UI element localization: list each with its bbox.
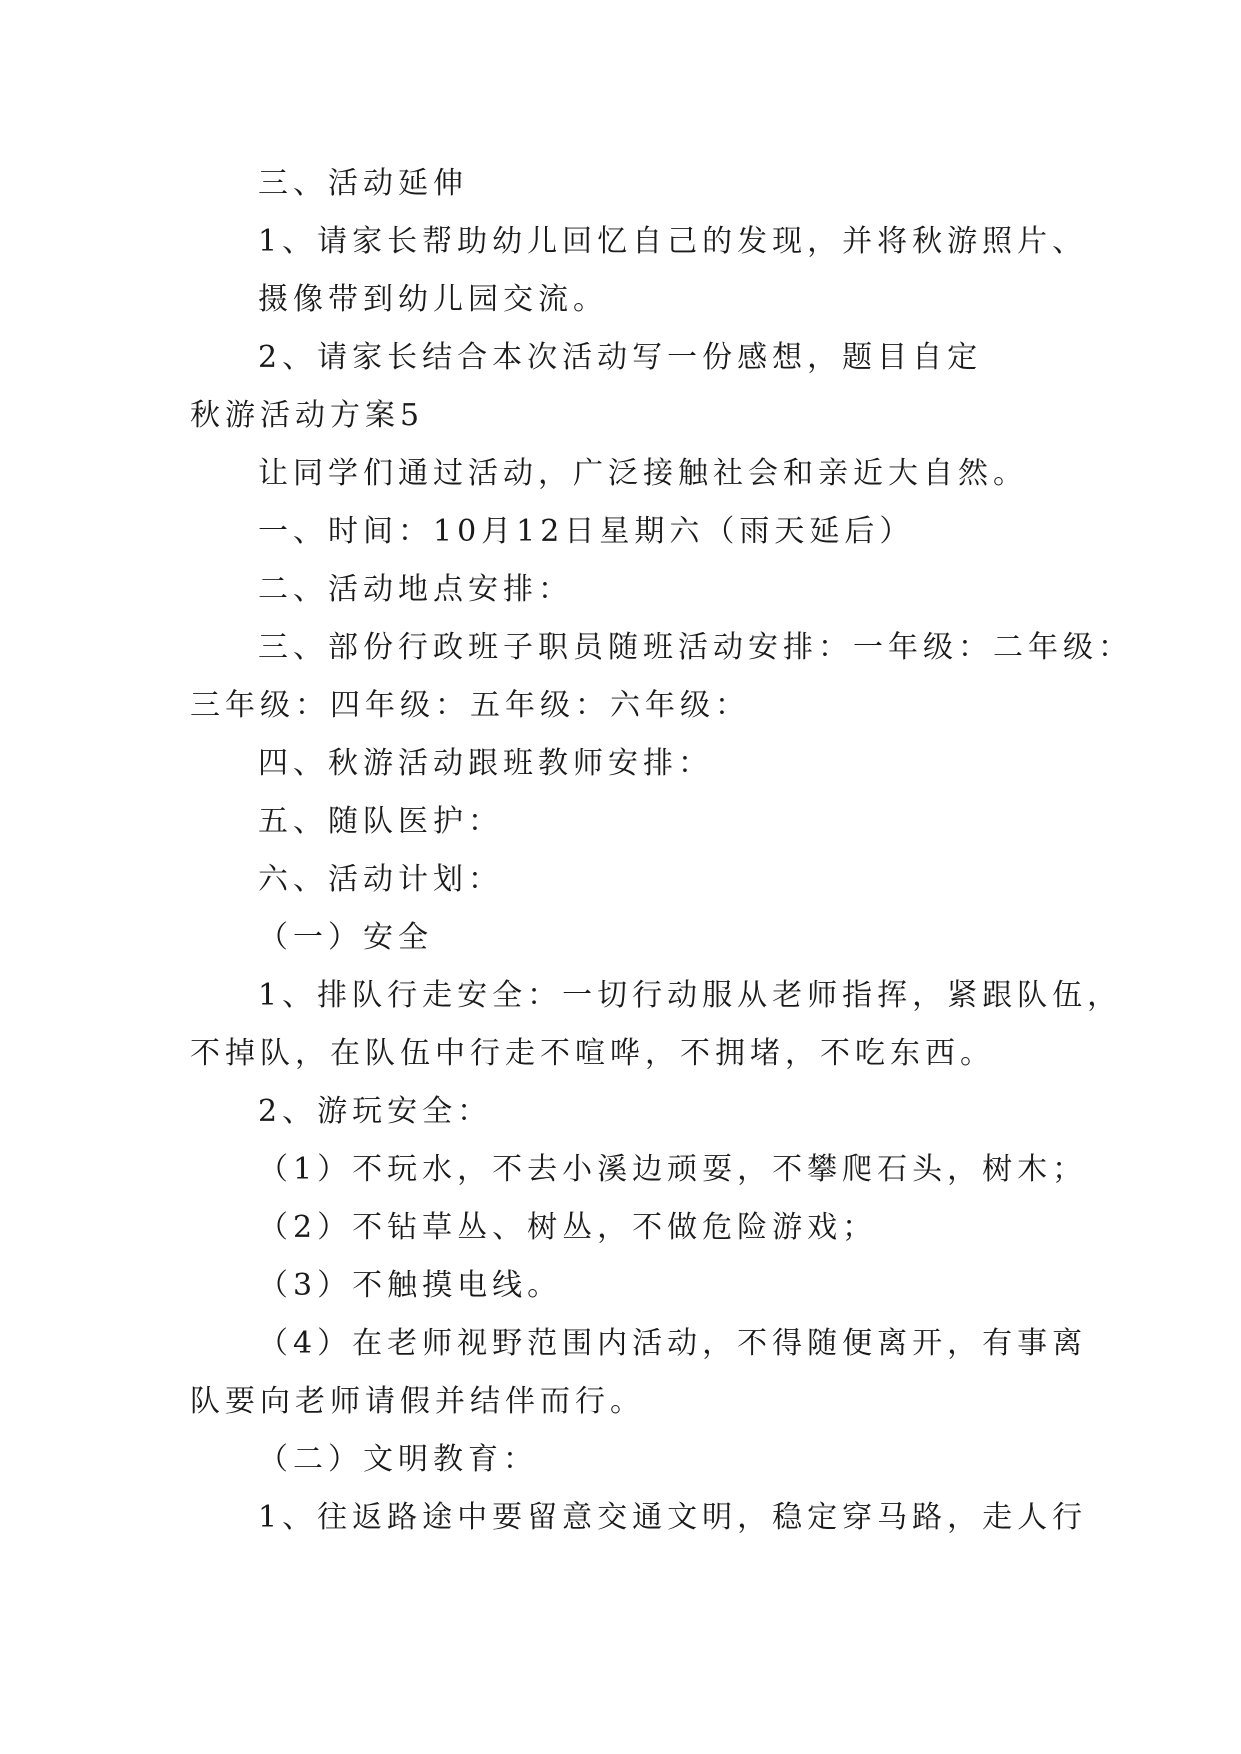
paragraph-line: 三、部份行政班子职员随班活动安排：一年级：二年级： [258,630,1133,665]
section-heading: 三、活动延伸 [258,166,468,201]
subsection-heading: （二）文明教育： [258,1442,538,1477]
paragraph-line: 三年级：四年级：五年级：六年级： [190,688,750,723]
paragraph-line: 二、活动地点安排： [258,572,573,607]
paragraph-line: 队要向老师请假并结伴而行。 [190,1384,645,1419]
paragraph-line: 2、游玩安全： [258,1094,493,1129]
paragraph-line: 四、秋游活动跟班教师安排： [258,746,713,781]
paragraph-line: 1、排队行走安全：一切行动服从老师指挥，紧跟队伍， [258,978,1123,1013]
paragraph-line: 2、请家长结合本次活动写一份感想，题目自定 [258,340,983,375]
paragraph-line: 不掉队，在队伍中行走不喧哗，不拥堵，不吃东西。 [190,1036,995,1071]
paragraph-line: 1、往返路途中要留意交通文明，稳定穿马路，走人行 [258,1500,1088,1535]
list-item: （2）不钻草丛、树丛，不做危险游戏； [258,1210,878,1245]
paragraph-line: 1、请家长帮助幼儿回忆自己的发现，并将秋游照片、 [258,224,1088,259]
document-title: 秋游活动方案5 [190,398,425,433]
paragraph-line: 六、活动计划： [258,862,503,897]
list-item: （1）不玩水，不去小溪边顽耍，不攀爬石头，树木； [258,1152,1088,1187]
paragraph-line: 一、时间：10月12日星期六（雨天延后） [258,514,915,549]
paragraph-line: 让同学们通过活动，广泛接触社会和亲近大自然。 [258,456,1028,491]
paragraph-line: 五、随队医护： [258,804,503,839]
list-item: （3）不触摸电线。 [258,1268,563,1303]
subsection-heading: （一）安全 [258,920,433,955]
list-item: （4）在老师视野范围内活动，不得随便离开，有事离 [258,1326,1088,1361]
paragraph-line: 摄像带到幼儿园交流。 [258,282,608,317]
